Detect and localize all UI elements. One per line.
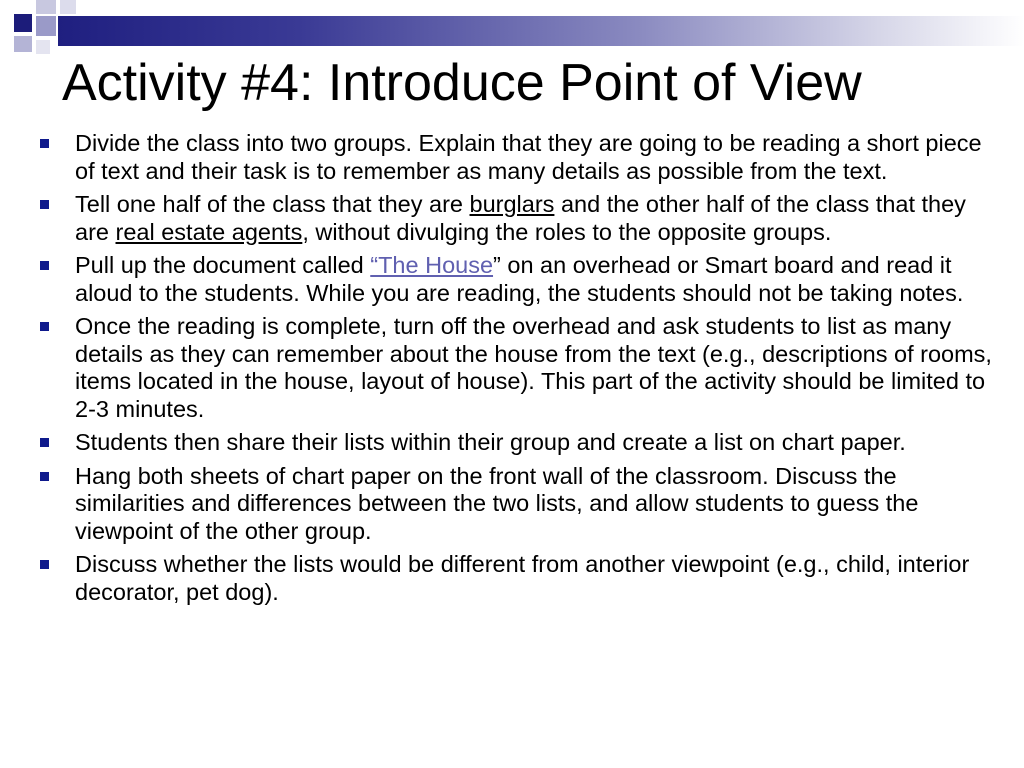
bullet-text: , without divulging the roles to the opposite groups. [302,218,832,245]
bullet-text: ” on an overhead or Smart board and read it aloud to the students. While you are reading, the students should not be taking notes. [75,252,964,306]
list-item [38,551,998,606]
underlined-term-real-estate-agents: real estate agents [115,218,303,245]
list-item [38,463,998,546]
slide-title: Activity #4: Introduce Point of View [62,54,862,112]
the-house-link[interactable]: “The House [370,252,494,278]
list-item [38,252,998,307]
bullet-list [38,130,998,612]
square-bullet-icon [40,139,49,148]
list-item [38,313,998,423]
square-bullet-icon [40,560,49,569]
bullet-text: Discuss whether the lists would be different from another viewpoint (e.g., child, interior decorator, pet dog). [75,551,970,605]
list-item [38,191,998,246]
square-bullet-icon [40,261,49,270]
decorative-square [14,36,32,52]
bullet-text: and the other half of the class that they are [75,191,966,245]
bullet-text: Pull up the document called [75,252,371,278]
bullet-text: Hang both sheets of chart paper on the front wall of the classroom. Discuss the similarities and differences between the two lists, and allow students to guess the viewpoint of the other group. [75,462,919,544]
decorative-square [36,40,50,54]
decorative-square [14,14,32,32]
bullet-text: Once the reading is complete, turn off the overhead and ask students to list as many details as they can remember about the house from the text (e.g., descriptions of rooms, items located in the house, layout of house). This part of the activity should be limited to 2-3 minutes. [75,313,992,422]
list-item [38,429,998,457]
list-item [38,130,998,185]
header-gradient-band [58,16,1024,46]
square-bullet-icon [40,472,49,481]
bullet-text: Students then share their lists within their group and create a list on chart paper. [75,429,906,455]
square-bullet-icon [40,438,49,447]
square-bullet-icon [40,322,49,331]
underlined-term-burglars: burglars [469,191,555,217]
bullet-text: Tell one half of the class that they are [75,191,470,217]
square-bullet-icon [40,200,49,209]
decorative-square [60,0,76,14]
decorative-square [36,0,56,14]
bullet-text: Divide the class into two groups. Explain that they are going to be reading a short piece of text and their task is to remember as many details as possible from the text. [75,130,982,184]
decorative-square [36,16,56,36]
